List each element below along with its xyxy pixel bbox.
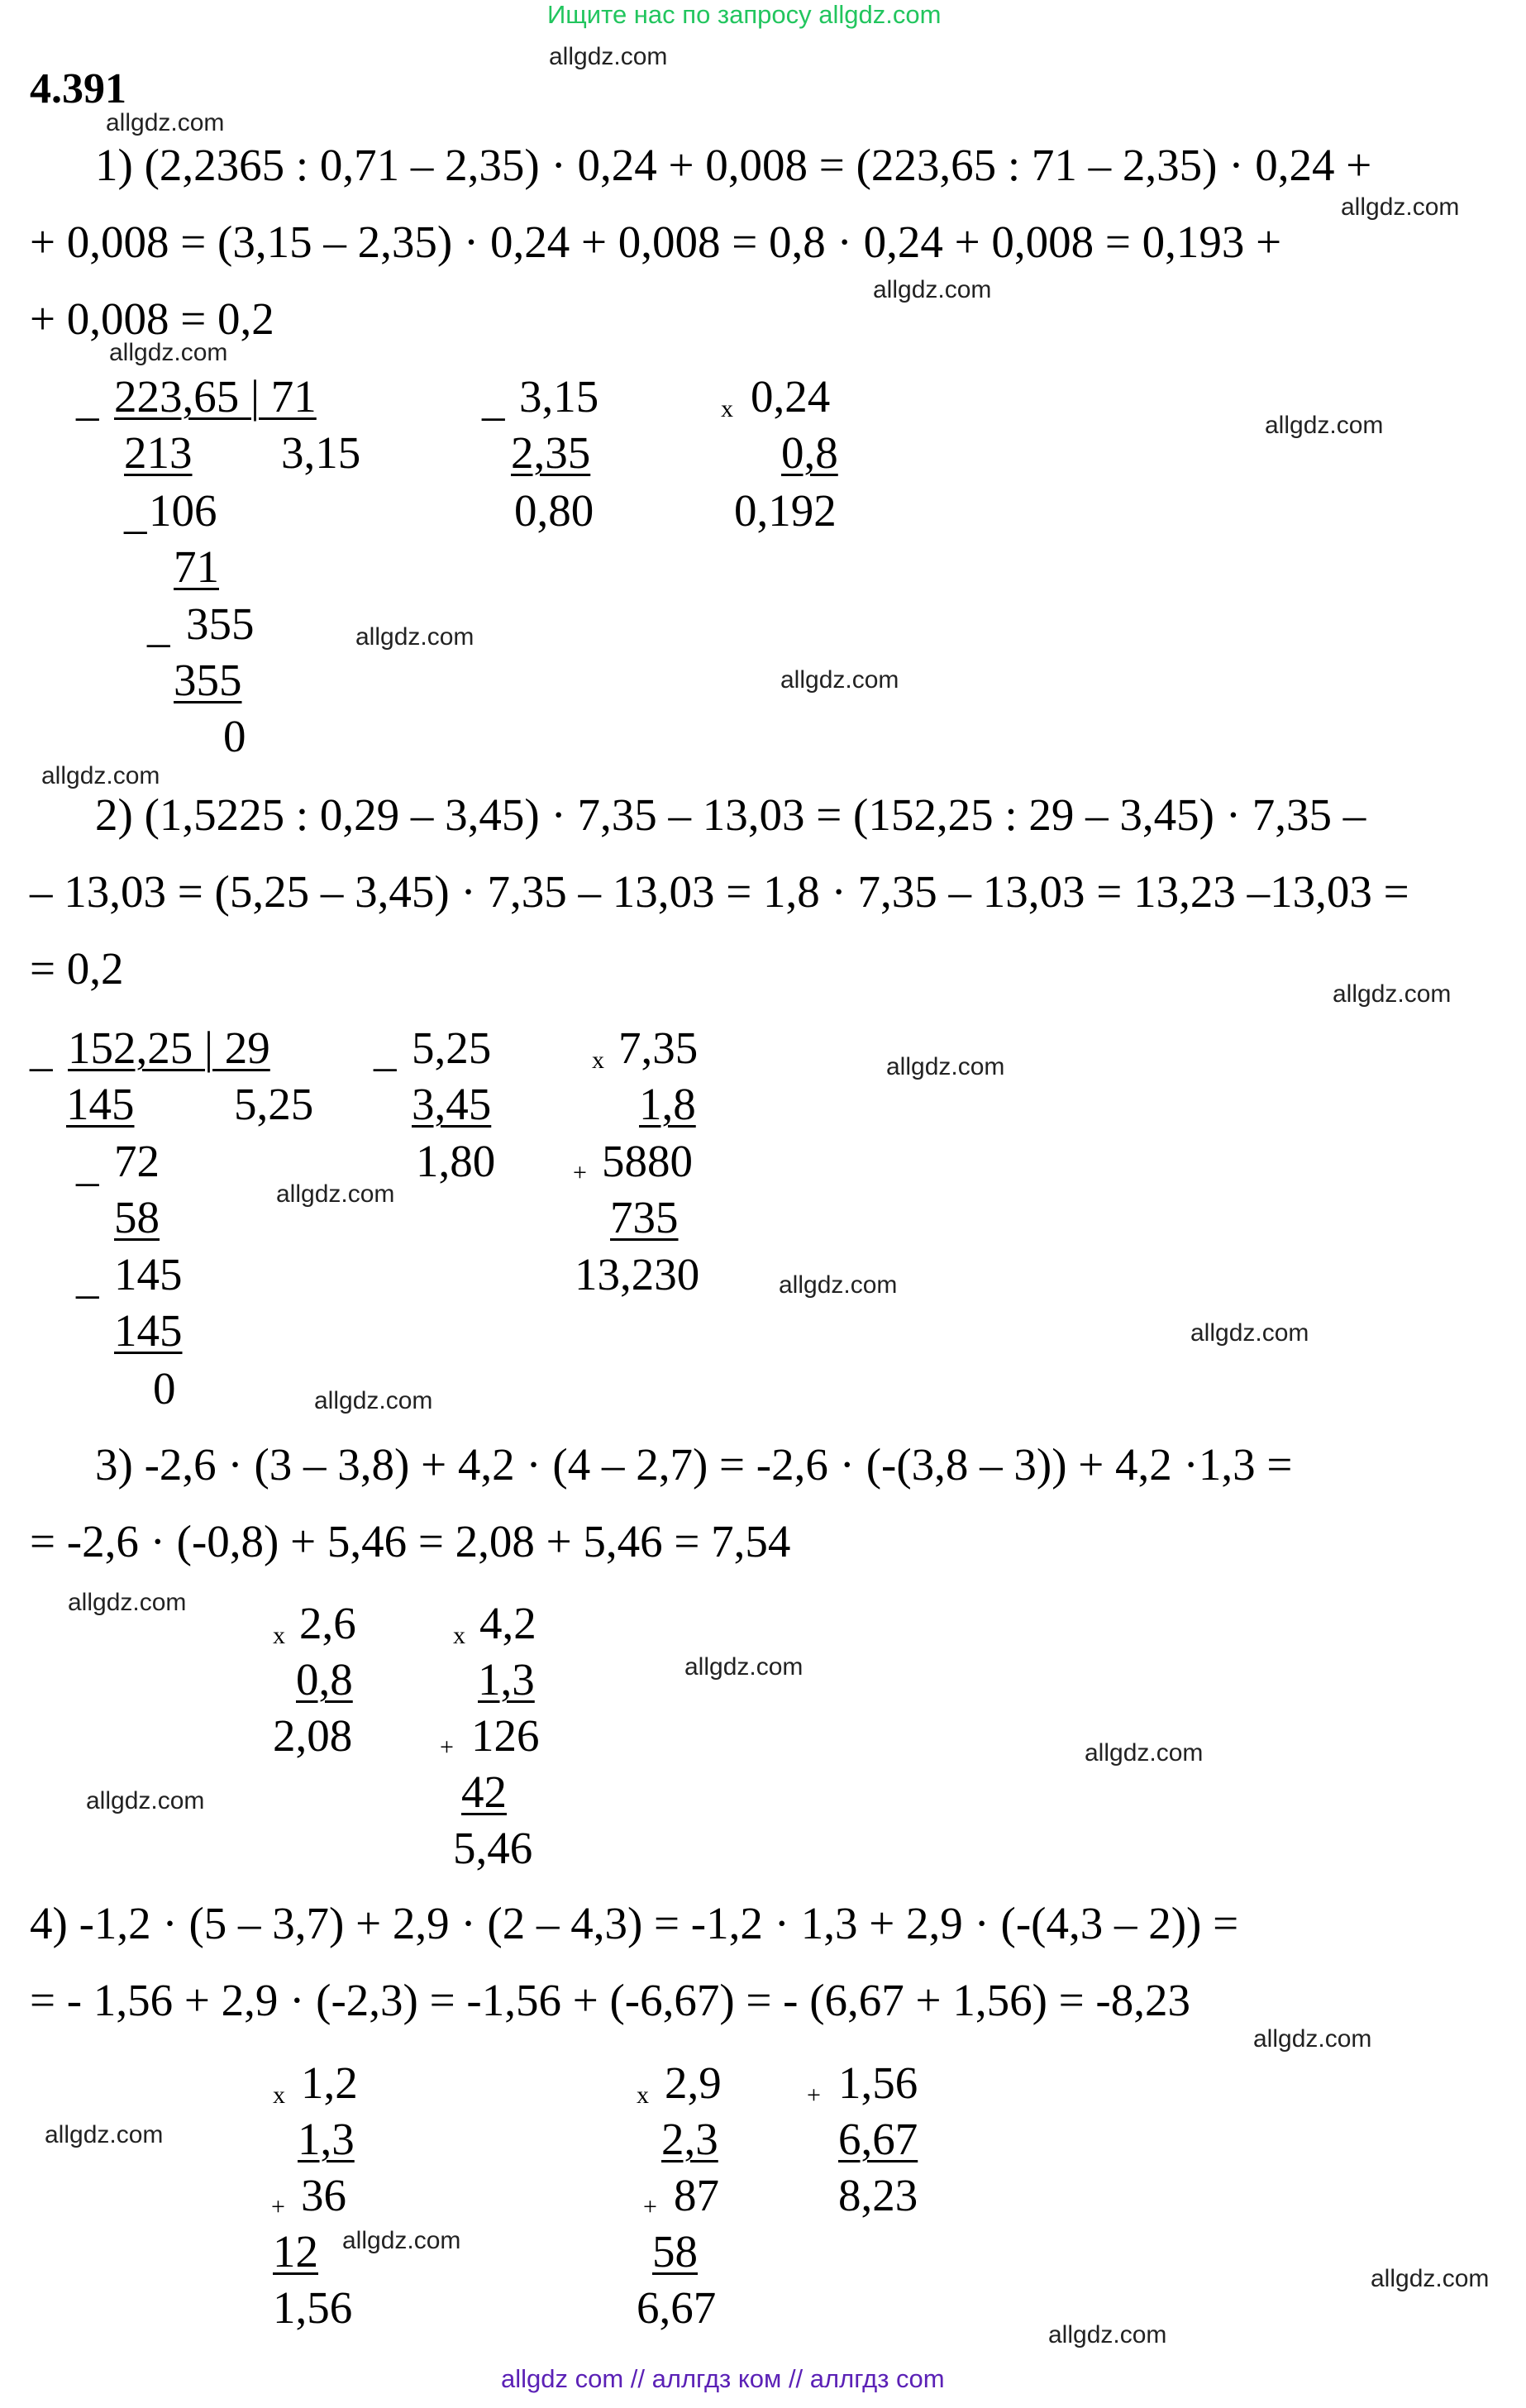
p1-div-step: 355 (174, 655, 242, 705)
p4-mulB-a: 2,9 (665, 2058, 722, 2108)
p2-div-step: 145 (66, 1079, 135, 1129)
times-sign: x (273, 2081, 285, 2109)
p1-div-step: 355 (186, 598, 255, 649)
watermark: allgdz.com (45, 2121, 164, 2148)
watermark: allgdz.com (1190, 1319, 1309, 1347)
minus-sign: _ (374, 1025, 397, 1075)
p3-mulA-result: 2,08 (273, 1710, 353, 1761)
p2-mul-b: 1,8 (639, 1079, 696, 1129)
p4-mulA-partial: 12 (273, 2226, 318, 2277)
plus-sign: + (807, 2081, 821, 2109)
p2-div-step: 145 (114, 1305, 183, 1356)
p1-div-remainder: 0 (223, 711, 246, 761)
p2-div-dividend: 152,25 | 29 (68, 1023, 270, 1073)
p2-div-remainder: 0 (153, 1363, 176, 1414)
plus-sign: + (271, 2193, 285, 2220)
watermark: allgdz.com (1265, 412, 1384, 439)
watermark: allgdz.com (780, 666, 899, 694)
p3-mulB-a: 4,2 (479, 1598, 536, 1648)
minus-sign: _ (124, 488, 147, 538)
minus-sign: _ (76, 1140, 99, 1190)
minus-sign: _ (30, 1025, 53, 1075)
p1-sub-result: 0,80 (514, 485, 594, 536)
p2-line2: – 13,03 = (5,25 – 3,45) · 7,35 – 13,03 = 1,8 · 7,35 – 13,03 = 13,23 –13,03 = (30, 866, 1409, 917)
p1-line2: + 0,008 = (3,15 – 2,35) · 0,24 + 0,008 = 0,8 · 0,24 + 0,008 = 0,193 + (30, 217, 1282, 267)
plus-sign: + (573, 1159, 587, 1186)
p2-div-quotient: 5,25 (234, 1079, 314, 1129)
plus-sign: + (643, 2193, 657, 2220)
watermark: allgdz.com (1253, 2025, 1372, 2053)
p1-mul-b: 0,8 (781, 427, 838, 478)
p4-mulB-partial: 87 (674, 2170, 719, 2220)
watermark: allgdz.com (549, 43, 668, 70)
p3-mulA-a: 2,6 (299, 1598, 356, 1648)
minus-sign: _ (76, 374, 99, 425)
p4-mulB-result: 6,67 (637, 2282, 717, 2333)
p1-sub-b: 2,35 (511, 427, 591, 478)
p4-mulA-result: 1,56 (273, 2282, 353, 2333)
p3-mulB-partial: 42 (461, 1767, 507, 1817)
p2-line1: 2) (1,5225 : 0,29 – 3,45) · 7,35 – 13,03 = (152,25 : 29 – 3,45) · 7,35 – (95, 789, 1366, 840)
p4-mulA-a: 1,2 (301, 2058, 358, 2108)
minus-sign: _ (76, 1252, 99, 1303)
watermark: allgdz.com (41, 762, 160, 789)
watermark: allgdz.com (1333, 980, 1452, 1008)
p1-div-step: 71 (174, 541, 219, 592)
p2-mul-result: 13,230 (575, 1249, 700, 1299)
p1-mul-result: 0,192 (734, 485, 837, 536)
p1-div-dividend: 223,65 | 71 (114, 371, 317, 422)
minus-sign: _ (482, 374, 505, 425)
p4-line1: 4) -1,2 · (5 – 3,7) + 2,9 · (2 – 4,3) = -1,2 · 1,3 + 2,9 · (-(4,3 – 2)) = (30, 1898, 1239, 1948)
p4-add-result: 8,23 (838, 2170, 918, 2220)
watermark: allgdz.com (342, 2227, 461, 2254)
minus-sign: _ (147, 601, 170, 651)
p3-mulA-b: 0,8 (296, 1654, 353, 1705)
plus-sign: + (440, 1733, 454, 1761)
watermark: allgdz.com (684, 1653, 804, 1681)
p1-line3: + 0,008 = 0,2 (30, 293, 274, 344)
watermark: allgdz.com (779, 1271, 898, 1299)
p2-mul-partial: 5880 (602, 1136, 693, 1186)
p2-mul-a: 7,35 (618, 1023, 699, 1073)
p4-line2: = - 1,56 + 2,9 · (-2,3) = -1,56 + (-6,67) = - (6,67 + 1,56) = -8,23 (30, 1975, 1190, 2025)
times-sign: x (453, 1622, 465, 1649)
p1-mul-a: 0,24 (751, 371, 831, 422)
p4-add-a: 1,56 (838, 2058, 918, 2108)
times-sign: x (637, 2081, 649, 2109)
search-banner[interactable]: Ищите нас по запросу allgdz.com (547, 0, 942, 29)
p2-div-step: 72 (114, 1136, 160, 1186)
watermark: allgdz.com (1341, 193, 1460, 221)
watermark: allgdz.com (68, 1589, 187, 1616)
times-sign: x (592, 1047, 604, 1074)
footer-links[interactable]: allgdz com // аллгдз ком // аллгдз com (501, 2364, 945, 2393)
p2-sub-result: 1,80 (416, 1136, 496, 1186)
p4-mulB-b: 2,3 (661, 2114, 718, 2164)
times-sign: x (721, 395, 733, 422)
p4-mulA-b: 1,3 (298, 2114, 355, 2164)
watermark: allgdz.com (1048, 2321, 1167, 2348)
p1-div-step: 106 (149, 485, 217, 536)
p2-line3: = 0,2 (30, 943, 124, 994)
watermark: allgdz.com (276, 1180, 395, 1208)
times-sign: x (273, 1622, 285, 1649)
watermark: allgdz.com (314, 1387, 433, 1414)
p4-add-b: 6,67 (838, 2114, 918, 2164)
p2-sub-a: 5,25 (412, 1023, 492, 1073)
p1-div-step: 213 (124, 427, 193, 478)
watermark: allgdz.com (1085, 1739, 1204, 1767)
watermark: allgdz.com (873, 276, 992, 303)
p3-mulB-partial: 126 (471, 1710, 540, 1761)
p3-line2: = -2,6 · (-0,8) + 5,46 = 2,08 + 5,46 = 7,54 (30, 1516, 791, 1566)
p4-mulB-partial: 58 (652, 2226, 698, 2277)
p1-sub-a: 3,15 (519, 371, 599, 422)
watermark: allgdz.com (886, 1053, 1005, 1080)
exercise-number: 4.391 (30, 65, 126, 112)
p3-line1: 3) -2,6 · (3 – 3,8) + 4,2 · (4 – 2,7) = -2,6 · (-(3,8 – 3)) + 4,2 ·1,3 = (95, 1439, 1293, 1490)
p2-div-step: 58 (114, 1192, 160, 1242)
p3-mulB-b: 1,3 (478, 1654, 535, 1705)
p4-mulA-partial: 36 (301, 2170, 346, 2220)
p2-sub-b: 3,45 (412, 1079, 492, 1129)
watermark: allgdz.com (355, 623, 474, 651)
p2-div-step: 145 (114, 1249, 183, 1299)
p3-mulB-result: 5,46 (453, 1823, 533, 1873)
watermark: allgdz.com (86, 1787, 205, 1814)
watermark: allgdz.com (106, 109, 225, 136)
watermark: allgdz.com (1371, 2265, 1490, 2292)
p1-line1: 1) (2,2365 : 0,71 – 2,35) · 0,24 + 0,008 = (223,65 : 71 – 2,35) · 0,24 + (95, 140, 1372, 190)
watermark: allgdz.com (109, 339, 228, 366)
p2-mul-partial: 735 (610, 1192, 679, 1242)
p1-div-quotient: 3,15 (281, 427, 361, 478)
